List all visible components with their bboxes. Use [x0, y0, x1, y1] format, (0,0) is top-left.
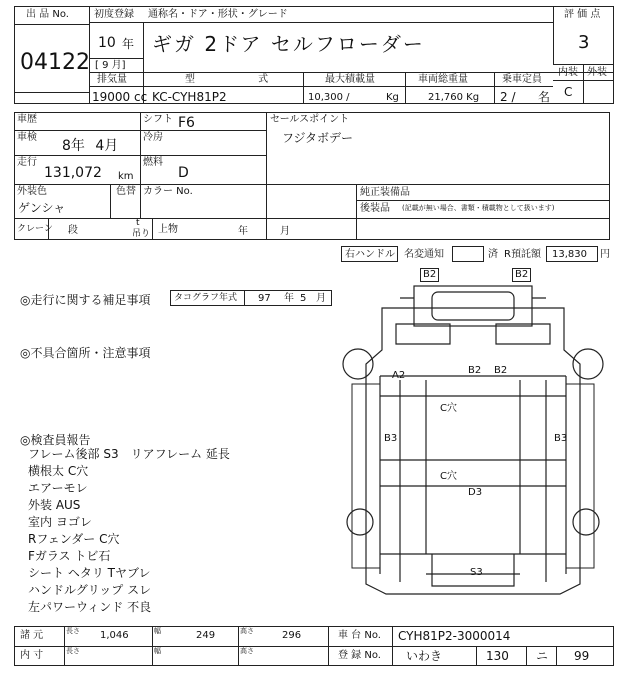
damage-mark-b2-right: B2	[494, 365, 508, 376]
crane-up-label: 上物	[158, 224, 178, 235]
aftermarket-note: (記載が無い場合、書類・積載物として扱います)	[402, 204, 555, 212]
tacho-year-unit: 年	[284, 293, 294, 304]
exterior-label: 外装	[587, 67, 607, 78]
inspector-report-line: 室内 ヨゴレ	[28, 515, 92, 529]
color-label: 外装色	[17, 186, 47, 197]
interior-dims-label: 内 寸	[20, 650, 44, 661]
registration-class: 130	[486, 649, 509, 663]
color-change-label: 色替	[116, 186, 136, 197]
driving-notes-label: ◎走行に関する補足事項	[20, 293, 151, 307]
tacho-year: 97	[258, 293, 271, 304]
damage-mark-c-hole-upper: C穴	[440, 403, 457, 414]
name-change-box	[452, 246, 484, 262]
inspector-report-line: 横根太 C穴	[28, 464, 89, 478]
length-label: 長さ	[66, 627, 80, 635]
tacho-month-unit: 月	[316, 293, 326, 304]
first-reg-label: 初度登録	[94, 9, 134, 20]
inspector-report-label: ◎検査員報告	[20, 433, 91, 447]
lot-no-label: 出 品 No.	[26, 9, 69, 20]
crane-stage-unit: 段	[68, 225, 78, 236]
crane-ton-unit: t	[136, 218, 140, 228]
capacity-label: 乗車定員	[502, 74, 542, 85]
crane-hang-label: 吊り	[132, 229, 151, 239]
height-value: 296	[282, 630, 302, 641]
inspector-report-line: 外装 AUS	[28, 498, 81, 512]
tacho-month: 5	[300, 293, 307, 304]
name-change-label: 名変通知	[404, 249, 444, 260]
shift-label: シフト	[143, 114, 173, 125]
displacement-label: 排気量	[97, 74, 127, 85]
inspection-label: 車検	[17, 132, 37, 143]
model-code-label: 型 式	[185, 74, 299, 85]
chassis-number: CYH81P2-3000014	[398, 629, 511, 643]
km-unit: km	[118, 171, 134, 182]
history-label: 車歴	[17, 114, 37, 125]
max-load-unit: Kg	[386, 92, 399, 103]
crane-label: クレーン	[17, 224, 53, 234]
color-no-label: カラー No.	[143, 186, 193, 197]
tacho-label: タコグラフ年式	[174, 293, 238, 303]
crane-year-unit: 年	[238, 226, 248, 237]
registration-number: 99	[574, 649, 590, 663]
first-reg-year: 10	[98, 35, 116, 51]
ac-label: 冷房	[143, 132, 163, 143]
width-label: 幅	[154, 627, 161, 635]
registration-label: 登 録 No.	[338, 650, 381, 661]
registration-kana: ニ	[536, 649, 549, 663]
damage-mark-s3: S3	[470, 567, 483, 578]
aftermarket-label: 後装品	[360, 203, 390, 214]
mileage-label: 走行	[17, 157, 37, 168]
width-value: 249	[196, 630, 216, 641]
inspector-report-line: Rフェンダー C穴	[28, 532, 120, 546]
grade-label: 評 価 点	[564, 9, 601, 20]
first-reg-month: [ 9 月]	[95, 60, 126, 71]
inspector-report-line: 左パワーウィンド 不良	[28, 600, 152, 614]
displacement-value: 19000 cc	[92, 90, 148, 104]
model-code: KC-CYH81P2	[152, 90, 227, 104]
inspector-report-line: Fガラス トビ石	[28, 549, 111, 563]
fuel-label: 燃料	[143, 157, 163, 168]
year-unit: 年	[122, 37, 135, 51]
gvw-label: 車両総重量	[418, 74, 468, 85]
damage-mark-b3-left: B3	[384, 433, 398, 444]
damage-mark-front-right: B2	[512, 268, 531, 282]
sales-point-value: フジタボデー	[282, 131, 354, 145]
model-name: ギガ 2ドア セルフローダー	[152, 32, 425, 56]
right-hand-drive: 右ハンドル	[345, 249, 395, 260]
yen-unit: 円	[600, 249, 610, 260]
color-value: ゲンシャ	[18, 201, 66, 215]
interior-height-label: 高さ	[240, 647, 254, 655]
max-load-label: 最大積載量	[325, 74, 375, 85]
recycle-amount: 13,830	[552, 249, 587, 260]
interior-label: 内装	[558, 67, 578, 78]
chassis-label: 車 台 No.	[338, 630, 381, 641]
mileage-value: 131,072	[44, 165, 102, 181]
crane-month-unit: 月	[280, 226, 290, 237]
interior-grade: C	[564, 85, 573, 99]
dims-label: 諸 元	[20, 630, 44, 641]
damage-mark-c-hole-lower: C穴	[440, 471, 457, 482]
inspector-report-line: ハンドルグリップ スレ	[28, 583, 152, 597]
registration-area: いわき	[406, 649, 443, 663]
damage-mark-b3-right: B3	[554, 433, 568, 444]
shift-value: F6	[178, 115, 195, 131]
sales-point-label: セールスポイント	[270, 114, 350, 125]
damage-mark-front-left: B2	[420, 268, 439, 282]
fuel-value: D	[178, 165, 189, 181]
persons-unit: 名	[538, 90, 551, 104]
genuine-equipment-label: 純正装備品	[360, 187, 410, 198]
grade-value: 3	[578, 32, 590, 53]
damage-mark-d3: D3	[468, 487, 483, 498]
completed-mark: 済	[488, 249, 498, 260]
recycle-label: R預託額	[504, 249, 541, 260]
capacity-value: 2 /	[500, 90, 516, 104]
length-value: 1,046	[100, 630, 129, 641]
inspection-value: 8年 4月	[62, 138, 119, 154]
damage-mark-a2: A2	[392, 370, 406, 381]
max-load-value: 10,300 /	[308, 92, 350, 103]
gvw-value: 21,760 Kg	[428, 92, 480, 103]
lot-number: 04122	[20, 50, 90, 75]
inspector-report-line: エアーモレ	[28, 481, 88, 495]
truck-outline-diagram	[340, 264, 610, 612]
name-label: 通称名・ドア・形状・グレード	[148, 9, 288, 20]
damage-mark-b2-left: B2	[468, 365, 482, 376]
height-label: 高さ	[240, 627, 254, 635]
inspector-report-line: シート ヘタリ Tヤブレ	[28, 566, 151, 580]
interior-length-label: 長さ	[66, 647, 80, 655]
interior-width-label: 幅	[154, 647, 161, 655]
defect-notes-label: ◎不具合箇所・注意事項	[20, 346, 151, 360]
inspector-report-line: フレーム後部 S3 リアフレーム 延長	[28, 447, 230, 461]
